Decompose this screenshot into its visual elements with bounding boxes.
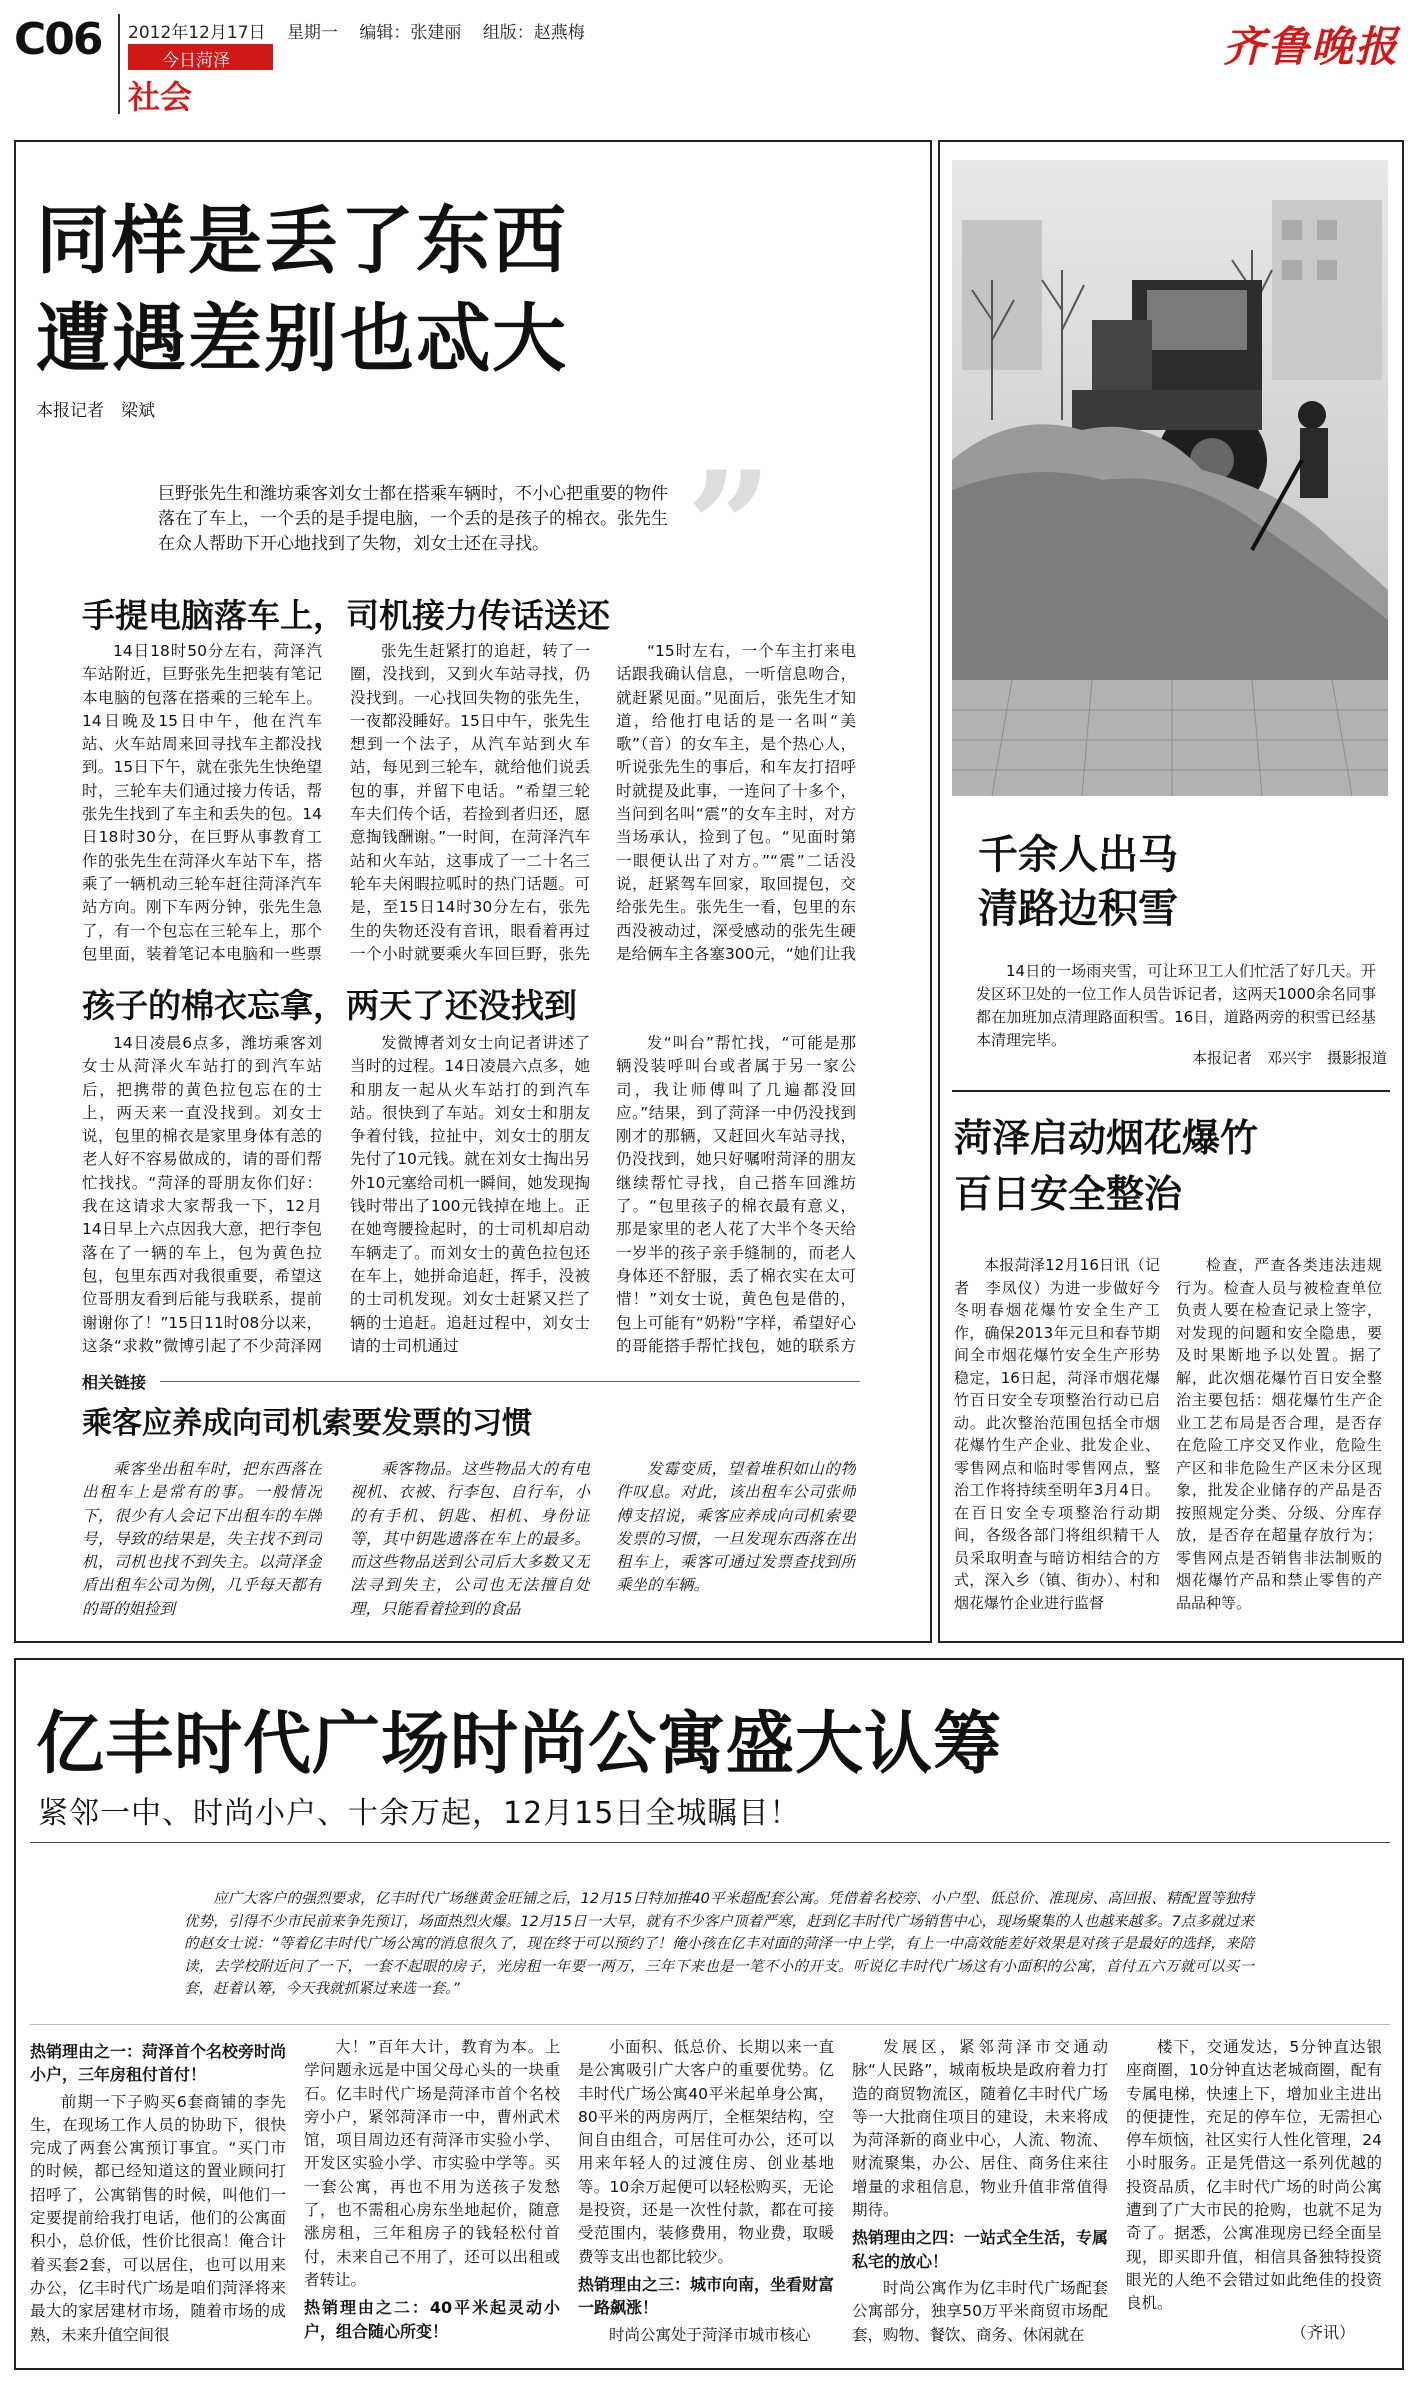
quote-mark-icon: ” xyxy=(686,439,773,615)
section-tag: 今日菏泽 xyxy=(128,44,273,70)
ad-column-5: 楼下，交通发达，5分钟直达银座商圈，10分钟直达老城商圈，配有专属电梯，快速上下，增加业主进出的便捷性，充足的停车位，无需担心停车烦恼，社区实行人性化管理，24小时服务。正是凭借这一系列优越的投资品质，亿丰时代广场的时尚公寓遭到了广大市民的抢购，也就不足为奇了。据悉，公寓准现房已经全面呈现，即买即升值，相信具备独特投资眼光的人绝不会错过如此绝佳的投资良机。 xyxy=(1126,2038,1382,2313)
ad-reason-4: 热销理由之四：一站式全生活，专属私宅的放心！ xyxy=(852,2228,1108,2271)
ad-body-divider xyxy=(30,2024,1390,2025)
laptop-column-2: 张先生赶紧打的追赶，转了一圈，没找到，又到火车站寻找，仍没找到。一心找回失物的张先生，一夜都没睡好。15日中午，张先生想到一个法子，从汽车站到火车站，每见到三轮车，就给他们说丢包的事，并留下电话。“希望三轮车夫们传个话，若捡到者归还，愿意掏钱酬谢。”一时间，在菏泽汽车站和火车站，这事成了一二十名三轮车夫闲暇拉呱时的热门话题。可是，至15日14时30分左右，张先生的失物还没有音讯，眼看着再过一个小时就要乘火车回巨野，张先 xyxy=(350,642,590,963)
ad-reason-3: 热销理由之三：城市向南，坐看财富一路飙涨！ xyxy=(578,2274,834,2318)
ad-reason-1: 热销理由之一：菏泽首个名校旁时尚小户，三年房租付首付！ xyxy=(30,2042,286,2085)
page-number: C06 xyxy=(14,14,102,65)
ad-divider xyxy=(30,1842,1390,1843)
ad-intro: 应广大客户的强烈要求，亿丰时代广场继黄金旺铺之后，12月15日特加推40平米超配套公寓。凭借着名校旁、小户型、低总价、准现房、高回报、精配置等独特优势，引得不少市民前来争先预订，场面热烈火爆。12月15日一大早，就有不少客户顶着严寒，赶到亿丰时代广场销售中心，现场聚集的人也越来越多。7点多就过来的赵女士说：“等着亿丰时代广场公寓的消息很久了，现在终于可以预约了！俺小孩在亿丰对面的菏泽一中上学，有上一中高效能差好效果是对孩子是最好的选择，来陪读，去学校附近问了一下，一套不起眼的房子，光房租一年要一两万，三年下来也是一笔不小的开支。听说亿丰时代广场这有小面积的公寓，首付五六万就可以买一套，赶着认筹，今天我就抓紧过来选一套。” xyxy=(184,1891,1254,1997)
related-divider xyxy=(160,1381,860,1382)
laptop-column-3: “15时左右，一个车主打来电话跟我确认信息，一听信息吻合，就赶紧见面。”见面后，张先生才知道，给他打电话的是一名叫“美歌”（音）的女车主，是个热心人，听说张先生的事后，和车友打招呼时就提及此事，一连问了十多个，当问到名叫“震”的女车主时，对方当场承认，捡到了包。“见面时第一眼便认出了对方。”“震”二话没说，赶紧驾车回家，取回提包，交给张先生。张先生一看，包里的东西没被动过，深受感动的张先生硬是给俩车主各塞300元，“她们让我 xyxy=(616,642,856,963)
snow-clearing-photo-image xyxy=(952,160,1388,796)
header-divider xyxy=(118,14,120,114)
ad-reason-2: 热销理由之二：40平米起灵动小户，组合随心所变！ xyxy=(304,2298,560,2341)
ad-signoff: （齐讯） xyxy=(1290,2323,1355,2342)
ad-column-1: 热销理由之一：菏泽首个名校旁时尚小户，三年房租付首付！ 前期一下子购买6套商铺的李先生，在现场工作人员的协助下，很快完成了两套公寓预订事宜。“买门市的时候，都已经知道这的置业顾问打招呼了，公寓销售的时候，叫他们一定要提前给我打电话，他们的公寓面积小，总价低，性价比很高！俺合计着买套2套，可以居住，也可以用来办公，亿丰时代广场是咱们菏泽将来最大的家居建材市场，随着市场的成熟，未来升值空间很 xyxy=(30,2042,286,2344)
subhead-laptop: 手提电脑落车上，司机接力传话送还 xyxy=(82,596,610,635)
fireworks-headline-line-2: 百日安全整治 xyxy=(954,1172,1183,1216)
photo-headline-line-1: 千余人出马 xyxy=(978,832,1178,878)
main-headline xyxy=(36,192,568,388)
issue-date: 2012年12月17日 xyxy=(128,23,266,43)
ad-column-2: 大！”百年大计，教育为本。上学问题永远是中国父母心头的一块重石。亿丰时代广场是菏泽市首个名校旁小户，紧邻菏泽市一中，曹州武术馆，项目周边还有菏泽市实验小学、开发区实验小学、市实验中学等。买一套公寓，再也不用为送孩子发愁了，也不需租心房东坐地起价，随意涨房租，三年租房子的钱轻松付首付，未来自己不用了，还可以出租或者转让。 热销理由之二：40平米起灵动小户，组合随心所变！ xyxy=(304,2036,560,2356)
headline-line-2: 遭遇差别也忒大 xyxy=(36,296,568,382)
lead-paragraph: 巨野张先生和潍坊乘客刘女士都在搭乘车辆时，不小心把重要的物件落在了车上，一个丢的是手提电脑，一个丢的是孩子的棉衣。张先生在众人帮助下开心地找到了失物，刘女士还在寻找。 xyxy=(158,484,668,554)
photo-credit: 本报记者 邓兴宇 摄影报道 xyxy=(1191,1049,1387,1067)
section-title: 社会 xyxy=(128,78,193,116)
photo-caption: 14日的一场雨夹雪，可让环卫工人们忙活了好几天。开发区环卫处的一位工作人员告诉记者，这两天1000余名同事都在加班加点清理路面积雪。16日，道路两旁的积雪已经基本清理完毕。 xyxy=(976,962,1376,1049)
ad-headline: 亿丰时代广场时尚公寓盛大认筹 xyxy=(36,1704,1003,1784)
related-link-label: 相关链接 xyxy=(82,1373,147,1392)
coat-column-1: 14日凌晨6点多，潍坊乘客刘女士从菏泽火车站打的到汽车站后，把携带的黄色拉包忘在的士上，两天来一直没找到。刘女士说，包里的棉衣是家里身体有恙的老人好不容易做成的，请的哥们帮忙找找。“菏泽的哥朋友你们好：我在这请求大家帮我一下，12月14日早上六点因我大意，把行李包落在了一辆的车上，包为黄色拉包，包里东西对我很重要，希望这位哥朋友看到后能与我联系，提前谢谢你了！”15日11时08分以来，这条“求救”微博引起了不少菏泽网 xyxy=(82,1034,322,1355)
header-meta xyxy=(128,18,601,43)
subhead-coat: 孩子的棉衣忘拿，两天了还没找到 xyxy=(82,986,577,1025)
side-divider xyxy=(952,1090,1390,1092)
fireworks-column-1: 本报菏泽12月16日讯（记者 李凤仪）为进一步做好今冬明春烟花爆竹安全生产工作，确保2013年元旦和春节期间全市烟花爆竹安全生产形势稳定，16日起，菏泽市烟花爆竹百日安全专项整治行动已启动。此次整治范围包括全市烟花爆竹生产企业、批发企业、零售网点和临时零售网点，整治工作将持续至明年3月4日。在百日安全专项整治行动期间，各级各部门将组织精干人员采取明查与暗访相结合的方式，深入乡（镇、街办）、村和烟花爆竹企业进行监督 xyxy=(954,1256,1160,1612)
snow-clearing-photo xyxy=(952,160,1388,796)
fireworks-column-2: 检查，严查各类违法违规行为。检查人员与被检查单位负责人要在检查记录上签字，对发现的问题和安全隐患，要及时果断地予以处置。据了解，此次烟花爆竹百日安全整治主要包括：烟花爆竹生产企业工艺布局是否合理，是否存在危险工序交叉作业，危险生产区和非危险生产区未分区现象，批发企业储存的产品是否按照规定分类、分级、分库存放，是否存在超量存放行为；零售网点是否销售非法制贩的烟花爆竹产品和禁止零售的产品品种等。 xyxy=(1176,1256,1382,1612)
newspaper-logo: 齐鲁晚报 xyxy=(1222,22,1399,71)
headline-line-1: 同样是丢了东西 xyxy=(36,198,568,284)
subhead-receipt: 乘客应养成向司机索要发票的习惯 xyxy=(82,1406,532,1441)
ad-column-3: 小面积、低总价、长期以来一直是公寓吸引广大客户的重要优势。亿丰时代广场公寓40平米起单身公寓，80平米的两房两厅，全框架结构，空间自由组合，可居住可办公，还可以用来年轻人的过渡住房、创业基地等。10余万起便可以轻松购买，无论是投资，还是一次性付款，都在可接受范围内，装修费用，物业费，取暖费等支出也都比较少。 热销理由之三：城市向南，坐看财富一路飙涨！ 时尚公寓处于菏泽市城市核心 xyxy=(578,2038,834,2344)
coat-column-2: 发微博者刘女士向记者讲述了当时的过程。14日凌晨六点多，她和朋友一起从火车站打的到汽车站。很快到了车站。刘女士和朋友争着付钱，拉扯中，刘女士的朋友先付了10元钱。就在刘女士掏出另外10元塞给司机一瞬间，她发现掏钱时带出了100元钱掉在地上。正在她弯腰捡起时，的士司机却启动车辆走了。而刘女士的黄色拉包还在车上，她拼命追赶，挥手，没被的士司机发现。刘女士赶紧又拦了辆的士追赶。追赶过程中，刘女士请的士司机通过 xyxy=(350,1034,590,1355)
receipt-column-3: 发霉变质，望着堆积如山的物件叹息。对此，该出租车公司张师傅支招说，乘客应养成向司机索要发票的习惯，一旦发现东西落在出租车上，乘客可通过发票查找到所乘坐的车辆。 xyxy=(616,1460,856,1595)
designer-credit: 组版：赵燕梅 xyxy=(482,23,585,43)
ad-subheadline: 紧邻一中、时尚小户、十余万起，12月15日全城瞩目！ xyxy=(38,1796,801,1831)
receipt-column-1: 乘客坐出租车时，把东西落在出租车上是常有的事。一般情况下，很少有人会记下出租车的车牌号，导致的结果是，失主找不到司机，司机也找不到失主。以菏泽金盾出租车公司为例，几乎每天都有的哥的姐捡到 xyxy=(82,1460,322,1618)
coat-column-3: 发“叫台”帮忙找，“可能是那辆没装呼叫台或者属于另一家公司，我让师傅叫了几遍都没回应。”结果，到了菏泽一中仍没找到刚才的那辆，又赶回火车站寻找，仍没找到，她只好嘱咐菏泽的朋友继续帮忙寻找，自己搭车回潍坊了。“包里孩子的棉衣最有意义，那是家里的老人花了大半个冬天给一岁半的孩子亲手缝制的，而老人身体还不舒服，丢了棉衣实在太可惜！”刘女士说，黄色包是借的，包上可能有“奶粉”字样，希望好心的哥能搭手帮忙找包，她的联系方 xyxy=(616,1034,856,1355)
photo-headline xyxy=(978,828,1178,936)
receipt-column-2: 乘客物品。这些物品大的有电视机、衣被、行李包、自行车，小的有手机、钥匙、相机、身份证等，其中钥匙遗落在车上的最多。而这些物品送到公司后大多数又无法寻到失主，公司也无法擅自处理，只能看着捡到的食品 xyxy=(350,1460,590,1618)
editor-credit: 编辑：张建丽 xyxy=(359,23,462,43)
fireworks-headline-line-1: 菏泽启动烟花爆竹 xyxy=(954,1116,1259,1160)
laptop-column-1: 14日18时50分左右，菏泽汽车站附近，巨野张先生把装有笔记本电脑的包落在搭乘的三轮车上。14日晚及15日中午，他在汽车站、火车站周来回寻找车主都没找到。15日下午，就在张先生快绝望时，三轮车夫们通过接力传话，帮张先生找到了车主和丢失的包。14日18时30分，在巨野从事教育工作的张先生在菏泽火车站下车，搭乘了一辆机动三轮车赶往菏泽汽车站方向。刚下车两分钟，张先生急了，有一个包忘在三轮车上，那个包里面，装着笔记本电脑和一些票 xyxy=(82,642,322,963)
photo-headline-line-2: 清路边积雪 xyxy=(978,886,1178,932)
main-byline: 本报记者 梁斌 xyxy=(36,401,155,421)
ad-column-4: 发展区，紧邻菏泽市交通动脉“人民路”，城南板块是政府着力打造的商贸物流区，随着亿丰时代广场等一大批商住项目的建设，未来将成为菏泽新的商业中心，人流、物流、财流聚集，办公、居住、商务住来往增量的求租信息，物业升值非常值得期待。 热销理由之四：一站式全生活，专属私宅的放心！ 时尚公寓作为亿丰时代广场配套公寓部分，独享50万平米商贸市场配套，购物、餐饮、商务、休闲就在 xyxy=(852,2038,1108,2344)
fireworks-headline xyxy=(954,1110,1258,1222)
issue-weekday: 星期一 xyxy=(286,23,338,43)
